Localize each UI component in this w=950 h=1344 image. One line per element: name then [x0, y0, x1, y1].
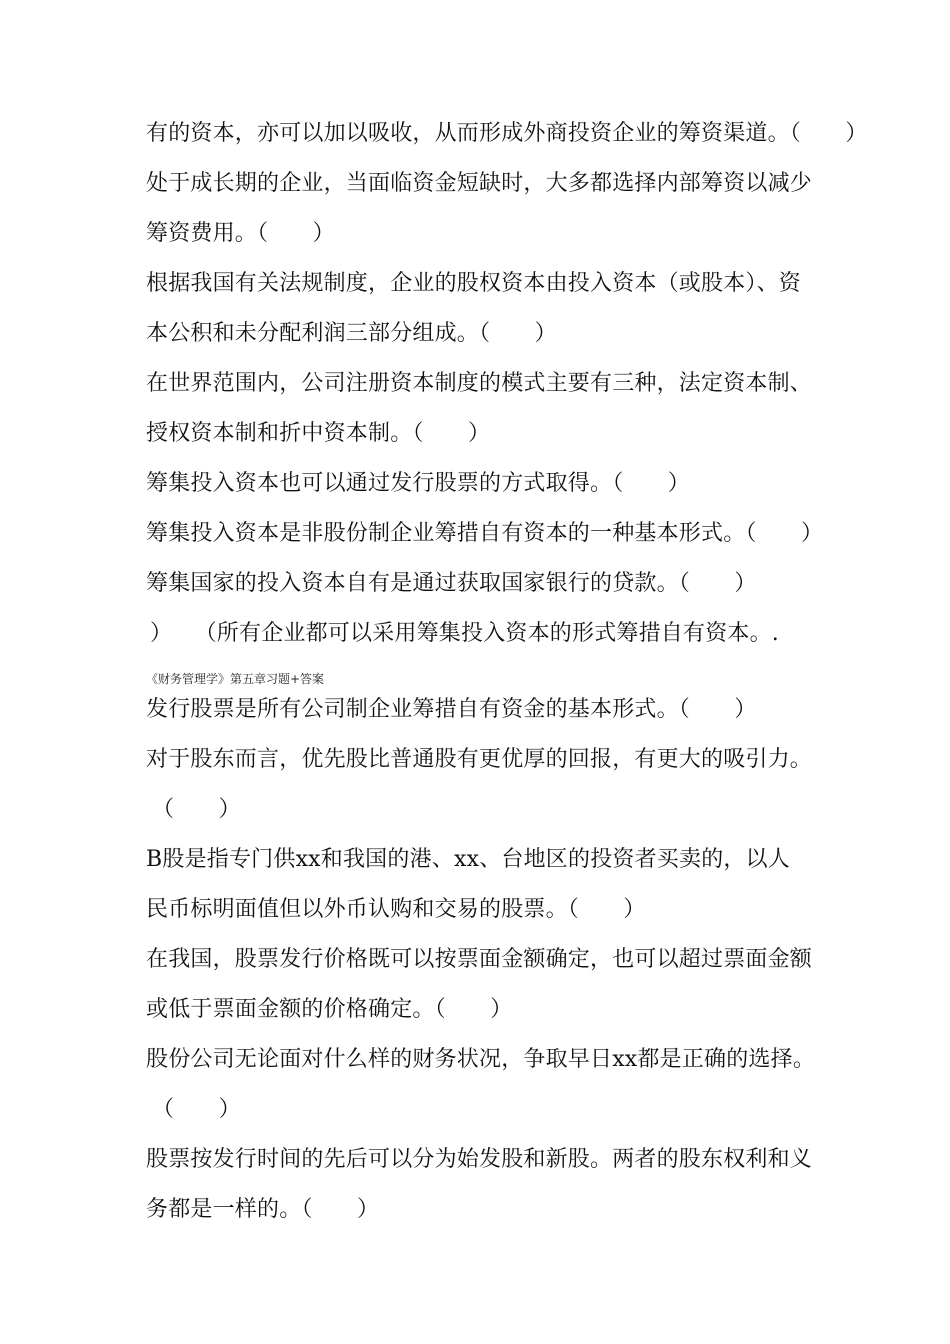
text-line: （ ） — [152, 797, 241, 822]
text-line: 对于股东而言，优先股比普通股有更优厚的回报，有更大的吸引力。 — [146, 747, 813, 772]
text-line: 筹集国家的投入资本自有是通过获取国家银行的贷款。（ ） — [146, 571, 757, 596]
text-line: 务都是一样的。（ ） — [146, 1197, 380, 1222]
text-line: （ ） — [152, 1097, 241, 1122]
text-line: 本公积和未分配利润三部分组成。（ ） — [146, 321, 557, 346]
text-line: 股份公司无论面对什么样的财务状况，争取早日xx都是正确的选择。 — [146, 1047, 816, 1072]
text-line: B股是指专门供xx和我国的港、xx、台地区的投资者买卖的，以人 — [146, 847, 790, 872]
text-line: 或低于票面金额的价格确定。（ ） — [146, 997, 513, 1022]
text-line: 授权资本制和折中资本制。（ ） — [146, 421, 491, 446]
text-line: 在我国，股票发行价格既可以按票面金额确定，也可以超过票面金额 — [146, 947, 813, 972]
text-line: 股票按发行时间的先后可以分为始发股和新股。两者的股东权利和义 — [146, 1147, 813, 1172]
text-line: 发行股票是所有公司制企业筹措自有资金的基本形式。（ ） — [146, 697, 757, 722]
text-line: 有的资本，亦可以加以吸收，从而形成外商投资企业的筹资渠道。（ ） — [146, 121, 868, 146]
text-line: ） （所有企业都可以采用筹集投入资本的形式筹措自有资本。. — [150, 621, 779, 646]
text-line: 处于成长期的企业，当面临资金短缺时，大多都选择内部筹资以减少 — [146, 171, 813, 196]
text-line: 根据我国有关法规制度，企业的股权资本由投入资本（或股本）、资 — [146, 271, 802, 296]
page-header: 《财务管理学》第五章习题+答案 — [146, 672, 325, 686]
text-line: 筹集投入资本也可以通过发行股票的方式取得。（ ） — [146, 471, 691, 496]
text-line: 筹集投入资本是非股份制企业筹措自有资本的一种基本形式。（ ） — [146, 521, 824, 546]
text-line: 筹资费用。（ ） — [146, 221, 335, 246]
text-line: 民币标明面值但以外币认购和交易的股票。（ ） — [146, 897, 646, 922]
text-line: 在世界范围内，公司注册资本制度的模式主要有三种，法定资本制、 — [146, 371, 813, 396]
